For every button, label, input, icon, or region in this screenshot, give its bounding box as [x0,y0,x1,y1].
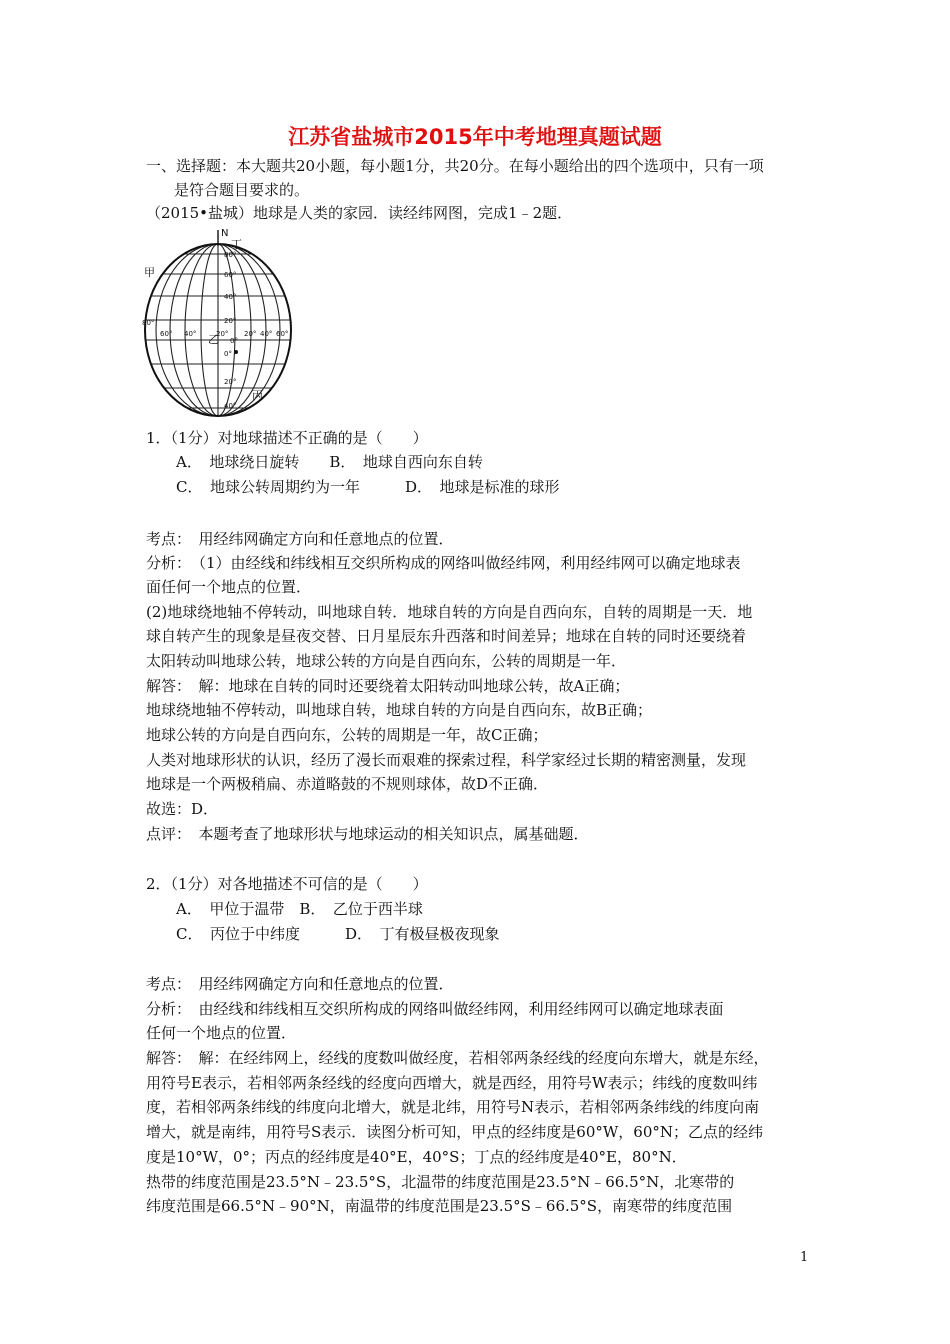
q2-stem: 2．（1分）对各地描述不可信的是（ ） [146,875,428,893]
point-yi-dot [234,350,238,354]
q1-jieda: 地球公转的方向是自西向东，公转的周期是一年，故C正确； [146,726,548,744]
q1-kaodian: 考点： 用经纬网确定方向和任意地点的位置． [146,530,454,548]
point-ding-label: 丁 [231,238,242,251]
lon-label: 20° [216,330,229,338]
q1-fenxi: 太阳转动叫地球公转，地球公转的方向是自西向东，公转的周期是一年． [146,652,627,670]
lon-label: 20° [244,330,257,338]
q2-jieda: 热带的纬度范围是23.5°N﹣23.5°S，北温带的纬度范围是23.5°N﹣66.5°N，北寒带的 [146,1173,735,1191]
lon-label: 80° [142,319,155,327]
lat-label: 40° [224,293,237,301]
q2-options-ab: A． 甲位于温带 B． 乙位于西半球 [176,900,423,918]
q2-fenxi: 分析： 由经线和纬线相互交织所构成的网络叫做经纬网，利用经纬网可以确定地球表面 [146,1000,724,1018]
lon-label: 0° [230,337,238,345]
q1-fenxi: 分析： （1）由经线和纬线相互交织所构成的网络叫做经纬网，利用经纬网可以确定地球表 [146,554,741,572]
point-jia-label: 甲 [144,266,155,279]
q1-options-cd: C． 地球公转周期约为一年 D． 地球是标准的球形 [176,478,560,496]
lat-lon-globe-figure [140,224,296,420]
lat-label: 60° [224,271,237,279]
lat-label: 20° [224,317,237,325]
q2-jieda: 用符号E表示，若相邻两条经线的经度向西增大，就是西经，用符号W表示；纬线的度数叫纬 [146,1074,758,1092]
q1-stem: 1．（1分）对地球描述不正确的是（ ） [146,429,428,447]
q2-jieda: 解答： 解：在经纬网上，经线的度数叫做经度，若相邻两条经线的经度向东增大，就是东经， [146,1049,769,1067]
q2-options-cd: C． 丙位于中纬度 D． 丁有极昼极夜现象 [176,925,500,943]
point-bing-label: 丙 [252,389,263,402]
lon-label: 40° [184,330,197,338]
q1-jieda: 地球绕地轴不停转动，叫地球自转，地球自转的方向是自西向东，故B正确； [146,701,653,719]
q1-fenxi: 面任何一个地点的位置． [146,578,312,596]
q1-jieda: 地球是一个两极稍扁、赤道略鼓的不规则球体，故D不正确． [146,775,549,793]
lat-label: 20° [224,378,237,386]
page-number: 1 [800,1250,809,1265]
q1-jieda: 人类对地球形状的认识，经历了漫长而艰难的探索过程，科学家经过长期的精密测量，发现 [146,751,747,769]
q2-jieda: 纬度范围是66.5°N﹣90°N，南温带的纬度范围是23.5°S﹣66.5°S，南寒带的纬度范围 [146,1197,733,1215]
section-header-cont: 是符合题目要求的。 [174,181,310,199]
lon-label: 60° [276,330,289,338]
point-yi-label: 乙 [208,333,219,346]
q2-jieda: 度是10°W，0°；丙点的经纬度是40°E，40°S；丁点的经纬度是40°E，80°N． [146,1148,687,1166]
q1-fenxi: (2)地球绕地轴不停转动，叫地球自转．地球自转的方向是自西向东，自转的周期是一天．地 [146,603,753,621]
q1-answer: 故选：D． [146,800,219,818]
lat-label: 0° [224,350,232,358]
q2-jieda: 度，若相邻两条纬线的纬度向北增大，就是北纬，用符号N表示，若相邻两条纬线的纬度向南 [146,1098,760,1116]
q1-fenxi: 球自转产生的现象是昼夜交替、日月星辰东升西落和时间差异；地球在自转的同时还要绕着 [146,627,747,645]
page-title: 江苏省盐城市2015年中考地理真题试题 [288,125,662,149]
question-intro: （2015•盐城）地球是人类的家园．读经纬网图，完成1﹣2题． [146,204,573,222]
q2-fenxi: 任何一个地点的位置． [146,1024,297,1042]
section-header: 一、选择题：本大题共20小题，每小题1分，共20分。在每小题给出的四个选项中，只有一项 [146,157,764,175]
q1-dianping: 点评： 本题考查了地球形状与地球运动的相关知识点，属基础题． [146,825,589,843]
q2-kaodian: 考点： 用经纬网确定方向和任意地点的位置． [146,975,454,993]
q1-jieda: 解答： 解：地球在自转的同时还要绕着太阳转动叫地球公转，故A正确； [146,677,630,695]
lon-label: 40° [260,330,273,338]
north-label: N [221,228,229,239]
q2-jieda: 增大，就是南纬，用符号S表示．读图分析可知，甲点的经纬度是60°W，60°N；乙点的经纬 [146,1123,763,1141]
lat-label: 80° [224,251,237,259]
q1-options-ab: A． 地球绕日旋转 B． 地球自西向东自转 [176,453,483,471]
lat-label: 40° [224,402,237,410]
lon-label: 60° [160,330,173,338]
